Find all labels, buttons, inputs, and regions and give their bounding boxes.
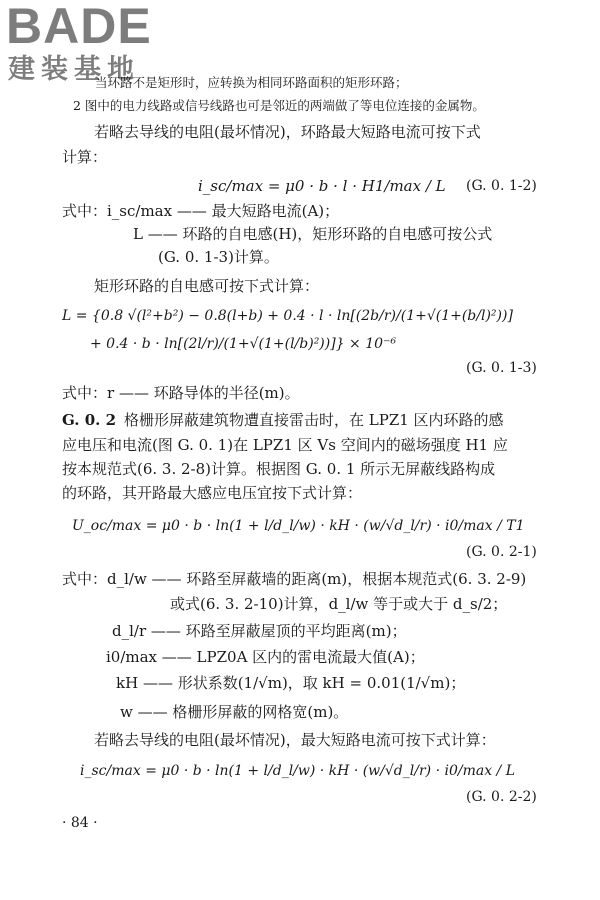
para1-line1: 若略去导线的电阻(最坏情况)，环路最大短路电流可按下式 <box>94 123 481 141</box>
logo-brand: BADE <box>6 0 152 54</box>
section-line3: 按本规范式(6. 3. 2-8)计算。根据图 G. 0. 1 所示无屏蔽线路构成 <box>62 460 496 478</box>
def3-line2: 或式(6. 3. 2-10)计算，d_l/w 等于或大于 d_s/2； <box>170 595 508 613</box>
section-line2: 应电压和电流(图 G. 0. 1)在 LPZ1 区 Vs 空间内的磁场强度 H1 应 <box>62 436 508 454</box>
def3-line6: w —— 格栅形屏蔽的网格宽(m)。 <box>120 703 349 721</box>
def2: 式中：r —— 环路导体的半径(m)。 <box>62 384 300 402</box>
equation-g022: i_sc/max = μ0 · b · ln(1 + l/d_l/w) · kH · (w/√d_l/r) · i0/max / L <box>80 763 515 779</box>
def3-line3: d_l/r —— 环路至屏蔽屋顶的平均距离(m)； <box>112 622 407 640</box>
logo-subtitle: 建装基地 <box>8 54 140 85</box>
equation-g012: i_sc/max = μ0 · b · l · H1/max / L <box>198 177 446 195</box>
def3-line4: i0/max —— LPZ0A 区内的雷电流最大值(A)； <box>106 648 425 666</box>
def1-line2: L —— 环路的自电感(H)，矩形环路的自电感可按公式 <box>133 225 493 243</box>
def3-line5: kH —— 形状系数(1/√m)，取 kH = 0.01(1/√m)； <box>116 674 466 692</box>
equation-number-g022: (G. 0. 2-2) <box>466 789 537 805</box>
equation-g021: U_oc/max = μ0 · b · ln(1 + l/d_l/w) · kH · (w/√d_l/r) · i0/max / T1 <box>72 518 525 534</box>
equation-number-g021: (G. 0. 2-1) <box>466 544 537 560</box>
equation-number-g013: (G. 0. 1-3) <box>466 360 537 376</box>
equation-g013-line1: L = {0.8 √(l²+b²) − 0.8(l+b) + 0.4 · l · ln[(2b/r)/(1+√(1+(b/l)²))] <box>62 308 513 324</box>
equation-number-g012: (G. 0. 1-2) <box>466 178 537 194</box>
note-1: 当环路不是矩形时，应转换为相同环路面积的矩形环路； <box>95 75 408 90</box>
def1-line1: 式中：i_sc/max —— 最大短路电流(A)； <box>62 202 340 220</box>
def1-line3: (G. 0. 1-3)计算。 <box>158 248 279 266</box>
section-line1: 格栅形屏蔽建筑物遭直接雷击时，在 LPZ1 区内环路的感 <box>124 411 504 429</box>
def3-line1: 式中：d_l/w —— 环路至屏蔽墙的距离(m)，根据本规范式(6. 3. 2-9) <box>62 570 527 588</box>
para2: 矩形环路的自电感可按下式计算： <box>94 277 320 295</box>
page-number: · 84 · <box>62 815 98 831</box>
section-number: G. 0. 2 <box>62 411 117 429</box>
para3: 若略去导线的电阻(最坏情况)，最大短路电流可按下式计算： <box>94 731 496 749</box>
para1-line2: 计算： <box>62 148 108 166</box>
equation-g013-line2: + 0.4 · b · ln[(2l/r)/(1+√(1+(l/b)²))]} × 10⁻⁶ <box>90 336 397 352</box>
section-line4: 的环路，其开路最大感应电压宜按下式计算： <box>62 484 363 502</box>
note-2: 2 图中的电力线路或信号线路也可是邻近的两端做了等电位连接的金属物。 <box>73 98 485 113</box>
